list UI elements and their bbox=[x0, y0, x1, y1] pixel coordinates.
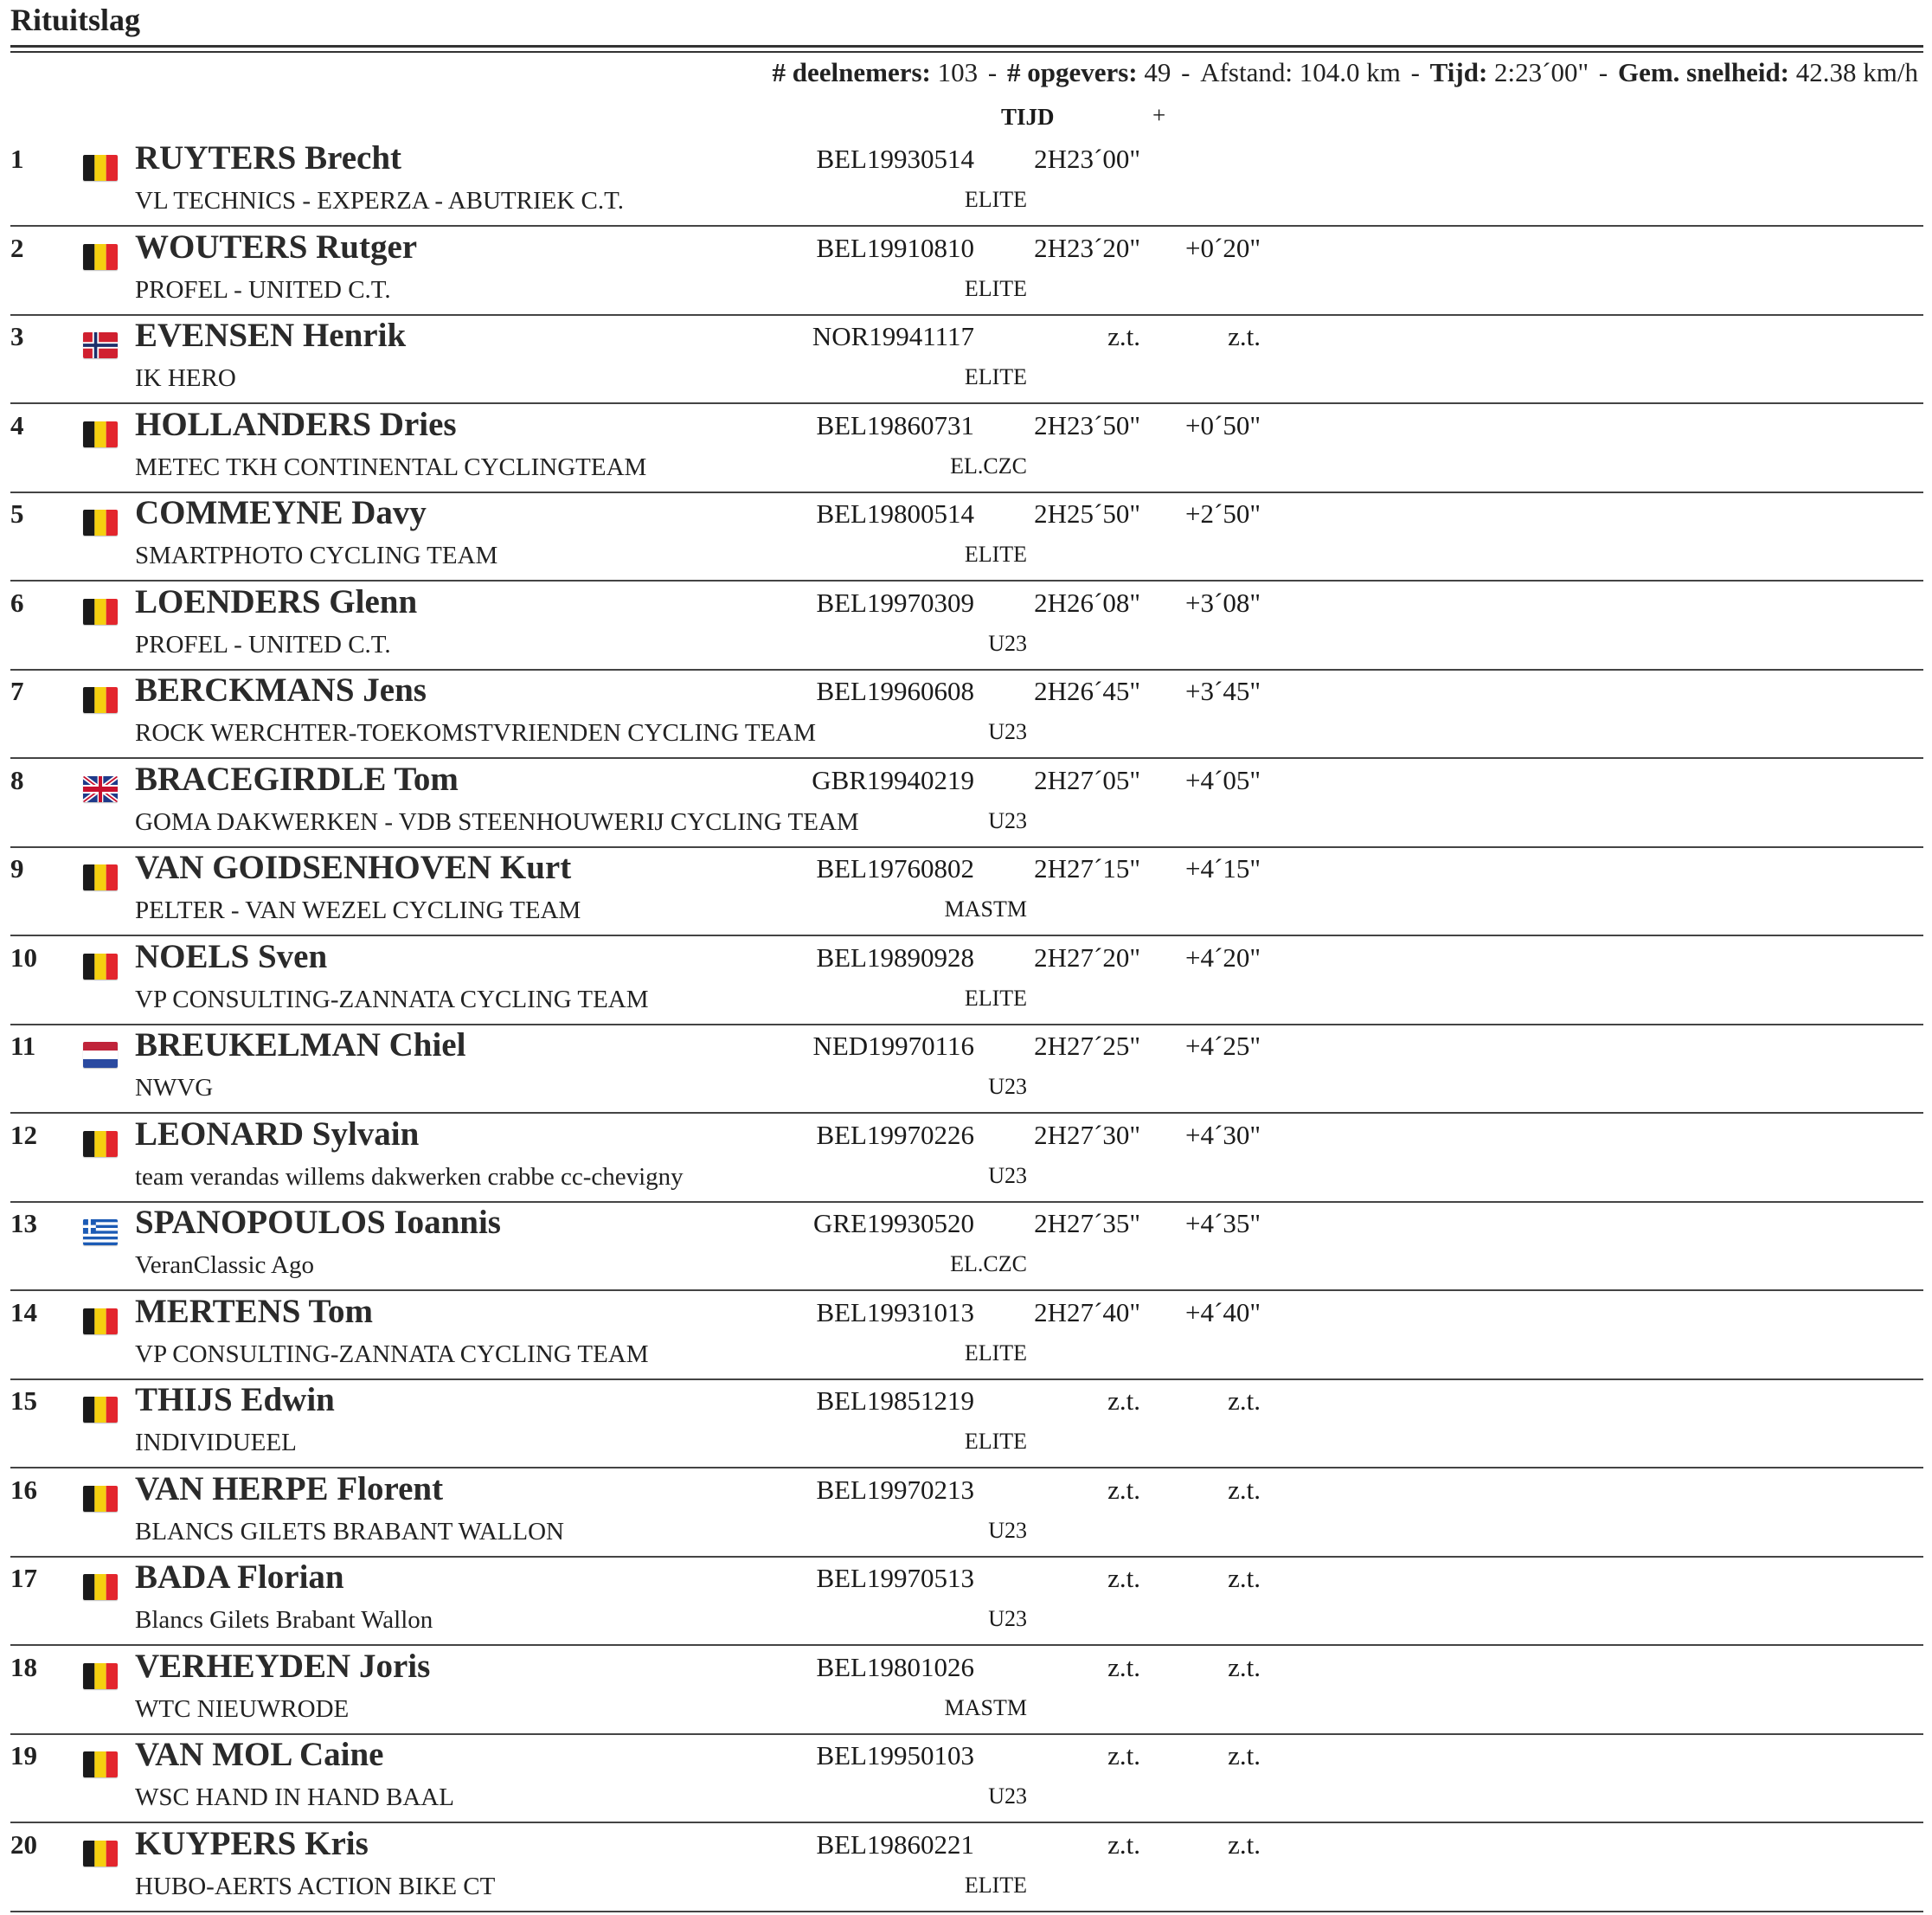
belgium-flag-icon bbox=[83, 1751, 118, 1777]
belgium-flag-icon bbox=[83, 155, 118, 181]
rider-rank: 4 bbox=[10, 409, 24, 440]
rider-gap: +4´15" bbox=[1185, 853, 1261, 884]
rider-gap: z.t. bbox=[1228, 1385, 1261, 1416]
result-row bbox=[0, 1380, 1932, 1469]
rider-gap: z.t. bbox=[1228, 1828, 1261, 1860]
rider-time: 2H23´50" bbox=[1034, 409, 1140, 440]
rider-name: HOLLANDERS Dries bbox=[135, 405, 457, 443]
rider-team: VeranClassic Ago bbox=[135, 1251, 314, 1279]
rider-gap: +4´40" bbox=[1185, 1296, 1261, 1327]
rider-team: VL TECHNICS - EXPERZA - ABUTRIEK C.T. bbox=[135, 187, 624, 215]
rider-team: ROCK WERCHTER-TOEKOMSTVRIENDEN CYCLING TEAM bbox=[135, 719, 817, 747]
distance-label: Afstand: bbox=[1200, 57, 1293, 87]
rider-rank: 8 bbox=[10, 764, 24, 795]
time-value: 2:23´00" bbox=[1494, 57, 1589, 87]
rider-license: BEL19970309 bbox=[816, 587, 974, 618]
rider-name: VAN HERPE Florent bbox=[135, 1469, 444, 1507]
rider-rank: 13 bbox=[10, 1208, 37, 1238]
result-row bbox=[0, 582, 1932, 672]
rider-time: 2H25´50" bbox=[1034, 498, 1140, 529]
rider-team: VP CONSULTING-ZANNATA CYCLING TEAM bbox=[135, 1340, 649, 1368]
belgium-flag-icon bbox=[83, 1397, 118, 1423]
title-rule bbox=[10, 45, 1923, 48]
rider-time: 2H27´05" bbox=[1034, 764, 1140, 795]
rider-rank: 18 bbox=[10, 1651, 37, 1682]
rider-rank: 6 bbox=[10, 587, 24, 618]
rider-time: z.t. bbox=[1107, 1563, 1140, 1593]
rider-team: SMARTPHOTO CYCLING TEAM bbox=[135, 542, 498, 569]
row-divider bbox=[10, 1911, 1923, 1912]
rider-team: PROFEL - UNITED C.T. bbox=[135, 630, 391, 659]
result-row bbox=[0, 937, 1932, 1026]
rider-license: NED19970116 bbox=[812, 1031, 974, 1061]
time-label: Tijd: bbox=[1429, 57, 1488, 87]
rider-team: IK HERO bbox=[135, 364, 236, 392]
rider-license: BEL19931013 bbox=[816, 1296, 974, 1327]
rider-license: BEL19950103 bbox=[816, 1740, 974, 1770]
result-row bbox=[0, 1115, 1932, 1204]
rider-category: ELITE bbox=[964, 1340, 1027, 1366]
rider-license: BEL19890928 bbox=[816, 941, 974, 973]
rider-time: 2H26´45" bbox=[1034, 676, 1140, 706]
rider-time: z.t. bbox=[1107, 321, 1140, 351]
rider-time: 2H27´40" bbox=[1034, 1296, 1140, 1327]
rider-category: U23 bbox=[988, 630, 1027, 656]
rider-name: BRACEGIRDLE Tom bbox=[135, 760, 459, 798]
rider-category: U23 bbox=[988, 807, 1027, 833]
rider-gap: +4´20" bbox=[1185, 941, 1261, 973]
rider-time: 2H27´20" bbox=[1034, 941, 1140, 973]
rider-rank: 1 bbox=[10, 144, 24, 174]
belgium-flag-icon bbox=[83, 1308, 118, 1334]
participants-label: # deelnemers: bbox=[772, 57, 931, 87]
rider-rank: 2 bbox=[10, 232, 24, 263]
result-row bbox=[0, 848, 1932, 937]
rider-time: z.t. bbox=[1107, 1651, 1140, 1682]
rider-gap: +3´08" bbox=[1185, 587, 1261, 618]
rider-license: BEL19970213 bbox=[816, 1474, 974, 1505]
rider-time: z.t. bbox=[1107, 1828, 1140, 1860]
greece-flag-icon bbox=[83, 1219, 118, 1245]
rider-license: BEL19800514 bbox=[816, 498, 974, 529]
rider-gap: z.t. bbox=[1228, 1563, 1261, 1593]
rider-team: PROFEL - UNITED C.T. bbox=[135, 275, 391, 304]
rider-name: WOUTERS Rutger bbox=[135, 228, 418, 266]
rider-team: team verandas willems dakwerken crabbe cc-chevigny bbox=[135, 1162, 684, 1191]
belgium-flag-icon bbox=[83, 510, 118, 536]
rider-name: VAN GOIDSENHOVEN Kurt bbox=[135, 849, 572, 886]
rider-name: EVENSEN Henrik bbox=[135, 317, 407, 354]
rider-name: VAN MOL Caine bbox=[135, 1736, 384, 1773]
rider-license: NOR19941117 bbox=[812, 321, 974, 351]
rider-name: BREUKELMAN Chiel bbox=[135, 1026, 466, 1064]
rider-time: 2H27´35" bbox=[1034, 1208, 1140, 1238]
rider-category: ELITE bbox=[964, 275, 1027, 301]
rider-category: EL.CZC bbox=[950, 1251, 1027, 1276]
race-stats: # deelnemers: 103 - # opgevers: 49 - Afstand: 104.0 km - Tijd: 2:23´00" - Gem. snelheid: 42.38 km/h bbox=[772, 57, 1918, 87]
rider-rank: 19 bbox=[10, 1740, 37, 1770]
rider-team: PELTER - VAN WEZEL CYCLING TEAM bbox=[135, 896, 581, 924]
rider-rank: 9 bbox=[10, 853, 24, 884]
rider-category: EL.CZC bbox=[950, 453, 1027, 479]
rider-category: U23 bbox=[988, 1074, 1027, 1099]
rider-time: z.t. bbox=[1107, 1385, 1140, 1416]
rider-license: BEL19860731 bbox=[816, 409, 974, 440]
result-row bbox=[0, 1558, 1932, 1647]
rider-license: BEL19970226 bbox=[816, 1119, 974, 1150]
rider-team: GOMA DAKWERKEN - VDB STEENHOUWERIJ CYCLING TEAM bbox=[135, 807, 859, 836]
rider-team: WTC NIEUWRODE bbox=[135, 1694, 350, 1723]
result-row bbox=[0, 228, 1932, 317]
rider-gap: +4´05" bbox=[1185, 764, 1261, 795]
rider-license: GBR19940219 bbox=[812, 764, 974, 795]
rider-rank: 20 bbox=[10, 1828, 37, 1860]
result-row bbox=[0, 1203, 1932, 1292]
rider-gap: z.t. bbox=[1228, 1740, 1261, 1770]
result-row bbox=[0, 405, 1932, 494]
result-row bbox=[0, 1735, 1932, 1824]
title-rule-double bbox=[10, 51, 1923, 53]
rider-category: ELITE bbox=[964, 542, 1027, 567]
belgium-flag-icon bbox=[83, 1131, 118, 1157]
rider-rank: 5 bbox=[10, 498, 24, 529]
rider-license: BEL19930514 bbox=[816, 144, 974, 174]
rider-team: NWVG bbox=[135, 1074, 214, 1102]
rider-time: z.t. bbox=[1107, 1740, 1140, 1770]
rider-license: BEL19860221 bbox=[816, 1828, 974, 1860]
rider-time: 2H23´00" bbox=[1034, 144, 1140, 174]
rider-license: BEL19801026 bbox=[816, 1651, 974, 1682]
rider-name: LOENDERS Glenn bbox=[135, 582, 418, 620]
rider-license: BEL19760802 bbox=[816, 853, 974, 884]
rider-name: COMMEYNE Davy bbox=[135, 494, 427, 531]
rider-rank: 10 bbox=[10, 941, 37, 973]
result-row bbox=[0, 1292, 1932, 1381]
rider-gap: z.t. bbox=[1228, 1474, 1261, 1505]
rider-license: BEL19960608 bbox=[816, 676, 974, 706]
rider-gap: +4´25" bbox=[1185, 1031, 1261, 1061]
result-row bbox=[0, 1025, 1932, 1115]
norway-flag-icon bbox=[83, 332, 118, 358]
dropouts-label: # opgevers: bbox=[1006, 57, 1138, 87]
rider-license: BEL19970513 bbox=[816, 1563, 974, 1593]
rider-gap: +0´50" bbox=[1185, 409, 1261, 440]
rider-gap: z.t. bbox=[1228, 1651, 1261, 1682]
rider-gap: +0´20" bbox=[1185, 232, 1261, 263]
rider-name: RUYTERS Brecht bbox=[135, 139, 402, 177]
belgium-flag-icon bbox=[83, 1841, 118, 1867]
rider-team: BLANCS GILETS BRABANT WALLON bbox=[135, 1517, 564, 1545]
rider-team: VP CONSULTING-ZANNATA CYCLING TEAM bbox=[135, 985, 649, 1013]
belgium-flag-icon bbox=[83, 1663, 118, 1689]
netherlands-flag-icon bbox=[83, 1042, 118, 1068]
rider-name: SPANOPOULOS Ioannis bbox=[135, 1204, 501, 1241]
rider-name: NOELS Sven bbox=[135, 937, 328, 975]
rider-rank: 11 bbox=[10, 1031, 36, 1061]
rider-gap: +4´30" bbox=[1185, 1119, 1261, 1150]
result-row bbox=[0, 316, 1932, 405]
rider-rank: 16 bbox=[10, 1474, 37, 1505]
rider-category: U23 bbox=[988, 1783, 1027, 1809]
rider-gap: +3´45" bbox=[1185, 676, 1261, 706]
column-header-time: TIJD bbox=[1001, 104, 1055, 130]
rider-time: 2H23´20" bbox=[1034, 232, 1140, 263]
result-row bbox=[0, 760, 1932, 849]
speed-label: Gem. snelheid: bbox=[1617, 57, 1790, 87]
rider-team: Blancs Gilets Brabant Wallon bbox=[135, 1606, 433, 1634]
rider-time: 2H27´30" bbox=[1034, 1119, 1140, 1150]
rider-gap: +4´35" bbox=[1185, 1208, 1261, 1238]
belgium-flag-icon bbox=[83, 864, 118, 890]
belgium-flag-icon bbox=[83, 244, 118, 270]
rider-category: ELITE bbox=[964, 985, 1027, 1011]
rider-category: U23 bbox=[988, 1162, 1027, 1188]
rider-category: MASTM bbox=[944, 1694, 1027, 1720]
result-row bbox=[0, 1469, 1932, 1558]
rider-category: U23 bbox=[988, 719, 1027, 744]
rider-category: ELITE bbox=[964, 364, 1027, 389]
result-row bbox=[0, 493, 1932, 582]
rider-category: ELITE bbox=[964, 1872, 1027, 1898]
rider-name: BADA Florian bbox=[135, 1558, 344, 1596]
rider-gap: +2´50" bbox=[1185, 498, 1261, 529]
rider-license: BEL19851219 bbox=[816, 1385, 974, 1416]
rider-category: MASTM bbox=[944, 896, 1027, 922]
dropouts-value: 49 bbox=[1144, 57, 1171, 87]
uk-flag-icon bbox=[83, 776, 118, 802]
belgium-flag-icon bbox=[83, 687, 118, 713]
belgium-flag-icon bbox=[83, 1486, 118, 1512]
rider-gap: z.t. bbox=[1228, 321, 1261, 351]
belgium-flag-icon bbox=[83, 954, 118, 980]
rider-rank: 17 bbox=[10, 1563, 37, 1593]
result-row bbox=[0, 1647, 1932, 1736]
belgium-flag-icon bbox=[83, 421, 118, 447]
rider-time: 2H27´25" bbox=[1034, 1031, 1140, 1061]
result-row bbox=[0, 1824, 1932, 1913]
rider-rank: 15 bbox=[10, 1385, 37, 1416]
rider-license: BEL19910810 bbox=[816, 232, 974, 263]
rider-team: WSC HAND IN HAND BAAL bbox=[135, 1783, 454, 1811]
rider-category: ELITE bbox=[964, 1429, 1027, 1454]
rider-rank: 7 bbox=[10, 676, 24, 706]
participants-value: 103 bbox=[937, 57, 979, 87]
rider-category: U23 bbox=[988, 1606, 1027, 1631]
rider-category: ELITE bbox=[964, 187, 1027, 212]
rider-time: 2H27´15" bbox=[1034, 853, 1140, 884]
belgium-flag-icon bbox=[83, 1574, 118, 1600]
rider-team: HUBO-AERTS ACTION BIKE CT bbox=[135, 1872, 496, 1900]
result-row bbox=[0, 671, 1932, 760]
rider-name: VERHEYDEN Joris bbox=[135, 1647, 431, 1685]
rider-name: KUYPERS Kris bbox=[135, 1824, 369, 1862]
rider-name: LEONARD Sylvain bbox=[135, 1115, 420, 1153]
distance-value: 104.0 km bbox=[1299, 57, 1401, 87]
rider-name: THIJS Edwin bbox=[135, 1381, 335, 1418]
rider-category: U23 bbox=[988, 1517, 1027, 1543]
column-header-gap: + bbox=[1152, 102, 1166, 128]
speed-value: 42.38 km/h bbox=[1795, 57, 1918, 87]
rider-rank: 3 bbox=[10, 321, 24, 351]
rider-name: MERTENS Tom bbox=[135, 1292, 373, 1330]
rider-name: BERCKMANS Jens bbox=[135, 672, 427, 709]
rider-time: z.t. bbox=[1107, 1474, 1140, 1505]
rider-time: 2H26´08" bbox=[1034, 587, 1140, 618]
belgium-flag-icon bbox=[83, 599, 118, 625]
rider-license: GRE19930520 bbox=[813, 1208, 974, 1238]
page-title: Rituitslag bbox=[10, 3, 141, 37]
rider-rank: 14 bbox=[10, 1296, 37, 1327]
result-row bbox=[0, 138, 1932, 228]
rider-team: INDIVIDUEEL bbox=[135, 1429, 297, 1456]
rider-rank: 12 bbox=[10, 1119, 37, 1150]
rider-team: METEC TKH CONTINENTAL CYCLINGTEAM bbox=[135, 453, 647, 481]
